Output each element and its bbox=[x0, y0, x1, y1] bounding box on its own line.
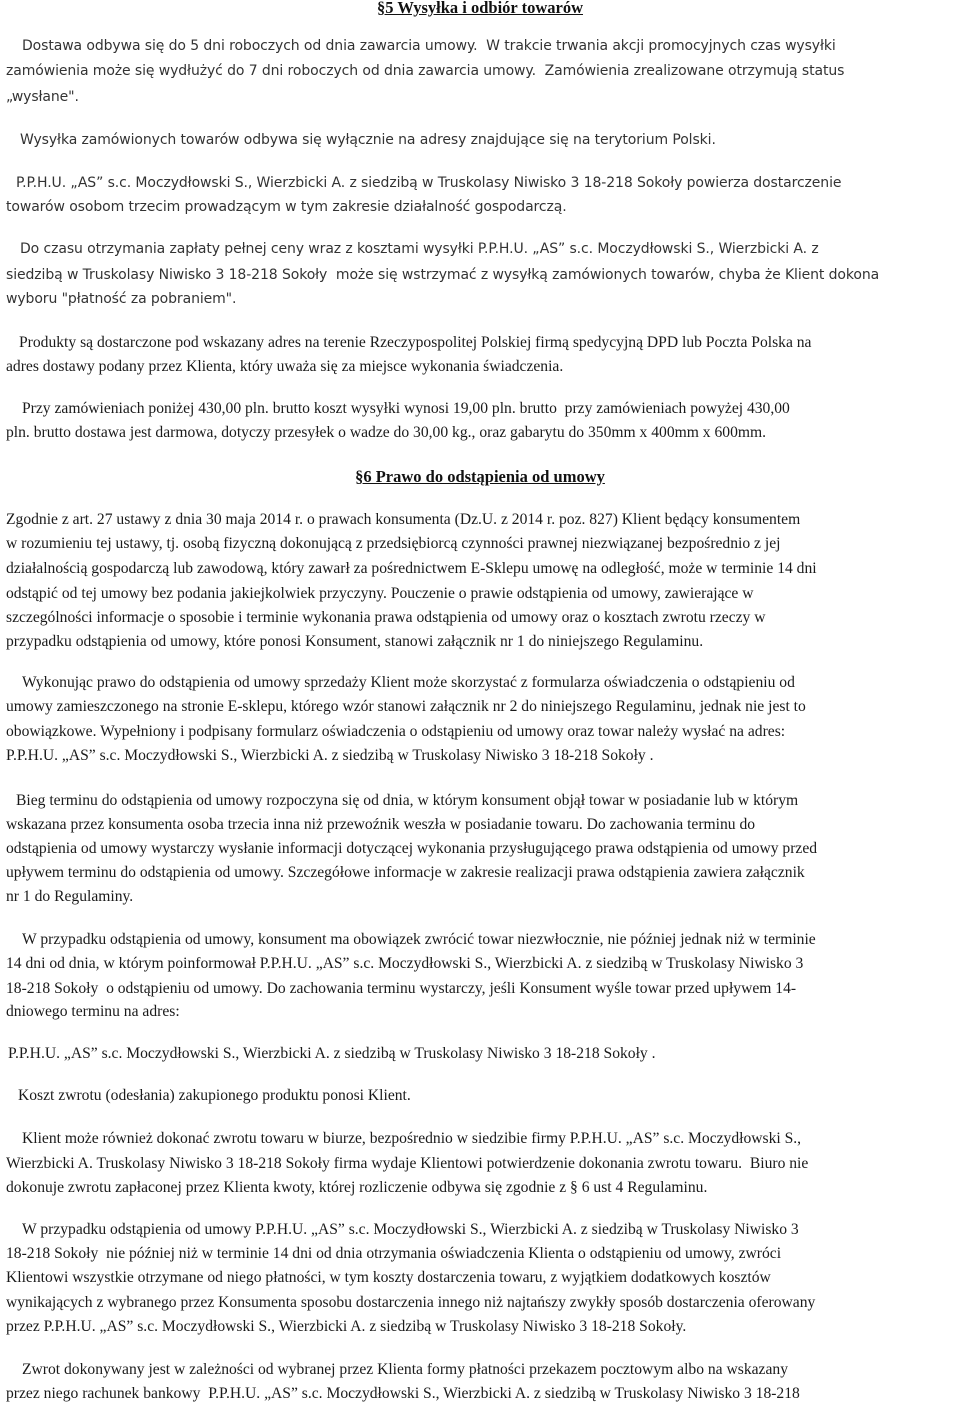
section-6-p8-line-1: W przypadku odstąpienia od umowy P.P.H.U. „AS” s.c. Moczydłowski S., Wierzbicki A. z siedzibą w Truskolasy Niwisko 3 bbox=[22, 1221, 799, 1238]
section-6-p3-line-2: wskazana przez konsumenta osoba trzecia inna niż przewoźnik weszła w posiadanie towaru. Do zachowania terminu do bbox=[6, 816, 756, 833]
section-6-p8-line-5: przez P.P.H.U. „AS” s.c. Moczydłowski S., Wierzbicki A. z siedzibą w Truskolasy Niwisko 3 18-218 Sokoły. bbox=[6, 1318, 687, 1335]
section-5-p3-line-2: towarów osobom trzecim prowadzącym w tym zakresie działalność gospodarczą. bbox=[6, 199, 567, 215]
section-6-p2-line-2: umowy zamieszczonego na stronie E-sklepu, którego wzór stanowi załącznik nr 2 do niniejszego Regulaminu, jednak nie jest to bbox=[6, 698, 806, 715]
section-5-p5-line-2: adres dostawy podany przez Klienta, który uważa się za miejsce wykonania świadczenia. bbox=[6, 358, 564, 375]
section-6-p5-line-1: P.P.H.U. „AS” s.c. Moczydłowski S., Wierzbicki A. z siedzibą w Truskolasy Niwisko 3 18-218 Sokoły . bbox=[8, 1045, 656, 1062]
section-6-p2-line-4: P.P.H.U. „AS” s.c. Moczydłowski S., Wierzbicki A. z siedzibą w Truskolasy Niwisko 3 18-218 Sokoły . bbox=[6, 747, 654, 764]
section-6-p7-line-1: Klient może również dokonać zwrotu towaru w biurze, bezpośrednio w siedzibie firmy P.P.H.U. „AS” s.c. Moczydłowski S., bbox=[22, 1130, 802, 1147]
section-5-p4-line-3: wyboru "płatność za pobraniem". bbox=[6, 291, 237, 307]
section-5-p1-line-2: zamówienia może się wydłużyć do 7 dni roboczych od dnia zawarcia umowy. Zamówienia zrealizowane otrzymują status bbox=[6, 63, 845, 79]
section-5-p4-line-2: siedzibą w Truskolasy Niwisko 3 18-218 Sokoły może się wstrzymać z wysyłką zamówionych towarów, chyba że Klient dokona bbox=[6, 267, 880, 283]
section-6-p8-line-3: Klientowi wszystkie otrzymane od niego płatności, w tym koszty dostarczenia towaru, z wyjątkiem dodatkowych kosztów bbox=[6, 1269, 771, 1286]
section-5-p3-line-1: P.P.H.U. „AS” s.c. Moczydłowski S., Wierzbicki A. z siedzibą w Truskolasy Niwisko 3 18-218 Sokoły powierza dostarczenie bbox=[16, 175, 842, 191]
section-6-p3-line-4: upływem terminu do odstąpienia od umowy. Szczegółowe informacje w zakresie realizacji prawa odstąpienia zawiera załącznik bbox=[6, 864, 805, 881]
section-5-heading: §5 Wysyłka i odbiór towarów bbox=[377, 0, 583, 17]
section-6-p3-line-3: odstąpienia od umowy wystarczy wysłanie informacji dotyczącej wykonania przysługującego prawa odstąpienia od umowy przed bbox=[6, 840, 818, 857]
section-5-p1-line-3: „wysłane". bbox=[6, 89, 79, 105]
section-6-heading: §6 Prawo do odstąpienia od umowy bbox=[355, 467, 605, 486]
section-6-p1-line-3: działalnością gospodarczą lub zawodową, który zawarł za pośrednictwem E-Sklepu umowę na odległość, może w terminie 14 dni bbox=[6, 560, 817, 577]
section-6-p4-line-1: W przypadku odstąpienia od umowy, konsument ma obowiązek zwrócić towar niezwłocznie, nie później jednak niż w terminie bbox=[22, 931, 816, 948]
section-6-p1-line-1: Zgodnie z art. 27 ustawy z dnia 30 maja 2014 r. o prawach konsumenta (Dz.U. z 2014 r. poz. 827) Klient będący konsumentem bbox=[6, 511, 801, 528]
section-6-p1-line-6: przypadku odstąpienia od umowy, które ponosi Konsument, stanowi załącznik nr 1 do niniejszego Regulaminu. bbox=[6, 633, 704, 650]
section-6-p3-line-1: Bieg terminu do odstąpienia od umowy rozpoczyna się od dnia, w którym konsument objął towar w posiadanie lub w którym bbox=[16, 792, 799, 809]
section-5-p2-line-1: Wysyłka zamówionych towarów odbywa się wyłącznie na adresy znajdujące się na terytorium Polski. bbox=[20, 132, 716, 148]
section-6-p9-line-1: Zwrot dokonywany jest w zależności od wybranej przez Klienta formy płatności przekazem pocztowym albo na wskazany bbox=[22, 1361, 788, 1378]
section-5-p4-line-1: Do czasu otrzymania zapłaty pełnej ceny wraz z kosztami wysyłki P.P.H.U. „AS” s.c. Moczydłowski S., Wierzbicki A. z bbox=[20, 241, 819, 257]
section-6-p4-line-4: dniowego terminu na adres: bbox=[6, 1003, 180, 1020]
section-6-p1-line-4: odstąpić od tej umowy bez podania jakiejkolwiek przyczyny. Pouczenie o prawie odstąpienia od umowy, zawierające w bbox=[6, 585, 754, 602]
section-6-p2-line-3: obowiązkowe. Wypełniony i podpisany formularz oświadczenia o odstąpieniu od umowy oraz towar należy wysłać na adres: bbox=[6, 723, 786, 740]
section-6-p4-line-3: 18-218 Sokoły o odstąpieniu od umowy. Do zachowania terminu wystarczy, jeśli Konsument wyśle towar przed upływem 14- bbox=[6, 980, 797, 997]
section-5-p5-line-1: Produkty są dostarczone pod wskazany adres na terenie Rzeczypospolitej Polskiej firmą spedycyjną DPD lub Poczta Polska na bbox=[19, 334, 812, 351]
section-6-p9-line-2: przez niego rachunek bankowy P.P.H.U. „AS” s.c. Moczydłowski S., Wierzbicki A. z siedzibą w Truskolasy Niwisko 3 18-218 bbox=[6, 1385, 800, 1402]
section-6-p6-line-1: Koszt zwrotu (odesłania) zakupionego produktu ponosi Klient. bbox=[18, 1087, 411, 1104]
section-6-p2-line-1: Wykonując prawo do odstąpienia od umowy sprzedaży Klient może skorzystać z formularza oświadczenia o odstąpieniu od bbox=[22, 674, 795, 691]
section-5-p6-line-2: pln. brutto dostawa jest darmowa, dotyczy przesyłek o wadze do 30,00 kg., oraz gabarytu do 350mm x 400mm x 600mm. bbox=[6, 424, 767, 441]
section-6-p7-line-2: Wierzbicki A. Truskolasy Niwisko 3 18-218 Sokoły firma wydaje Klientowi potwierdzenie dokonania zwrotu towaru. Biuro nie bbox=[6, 1155, 809, 1172]
section-6-p8-line-2: 18-218 Sokoły nie później niż w terminie 14 dni od dnia otrzymania oświadczenia Klienta o odstąpieniu od umowy, zwróci bbox=[6, 1245, 782, 1262]
section-5-p1-line-1: Dostawa odbywa się do 5 dni roboczych od dnia zawarcia umowy. W trakcie trwania akcji promocyjnych czas wysyłki bbox=[22, 38, 836, 54]
section-5-p6-line-1: Przy zamówieniach poniżej 430,00 pln. brutto koszt wysyłki wynosi 19,00 pln. brutto przy zamówieniach powyżej 430,00 bbox=[22, 400, 790, 417]
section-6-p8-line-4: wynikających z wybranego przez Konsumenta sposobu dostarczenia innego niż najtańszy zwykły sposób dostarczenia oferowany bbox=[6, 1294, 816, 1311]
section-6-p1-line-2: w rozumieniu tej ustawy, tj. osobą fizyczną dokonującą z przedsiębiorcą czynności prawnej niezwiązanej bezpośrednio z jej bbox=[6, 535, 781, 552]
section-6-p1-line-5: szczególności informacje o sposobie i terminie wykonania prawa odstąpienia od umowy oraz o kosztach zwrotu rzeczy w bbox=[6, 609, 766, 626]
section-6-p3-line-5: nr 1 do Regulaminy. bbox=[6, 888, 134, 905]
section-6-p7-line-3: dokonuje zwrotu zapłaconej przez Klienta kwoty, której rozliczenie odbywa się zgodnie z § 6 ust 4 Regulaminu. bbox=[6, 1179, 708, 1196]
section-6-p4-line-2: 14 dni od dnia, w którym poinformował P.P.H.U. „AS” s.c. Moczydłowski S., Wierzbicki A. z siedzibą w Truskolasy Niwisko 3 bbox=[6, 955, 804, 972]
